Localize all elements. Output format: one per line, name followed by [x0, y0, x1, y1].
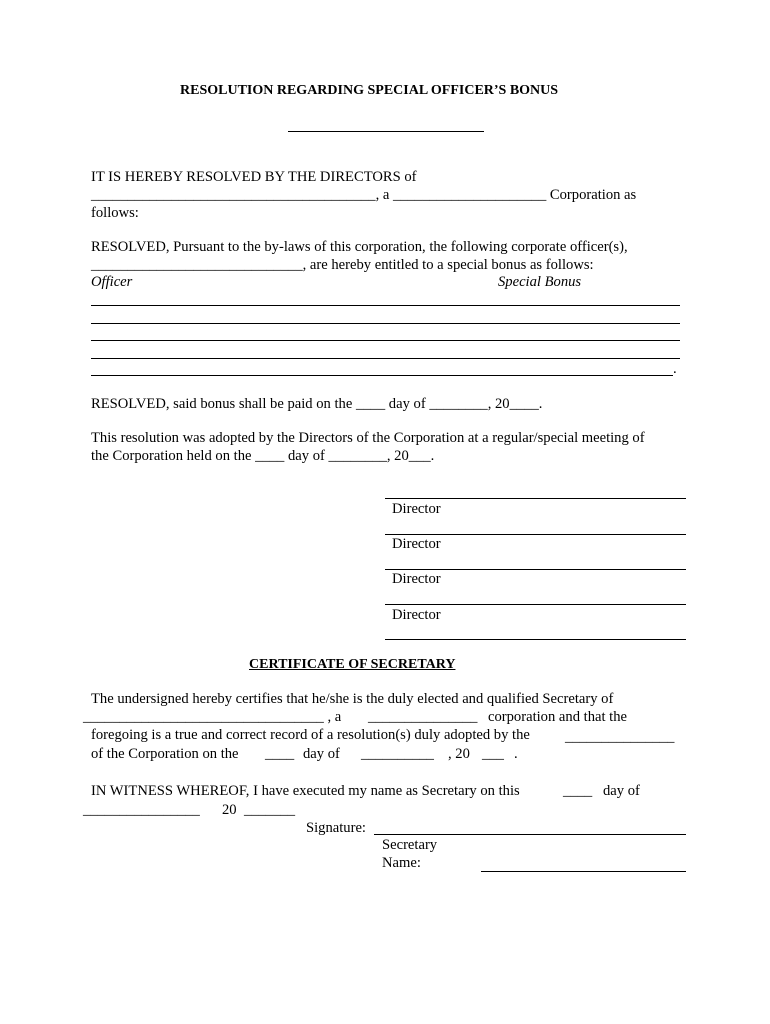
director-signature-line: [385, 534, 686, 535]
bonus-entry-line: [91, 340, 680, 341]
director-label: Director: [392, 607, 441, 623]
witness-line-1-b: ____: [563, 783, 593, 799]
witness-line-2-b: 20: [222, 802, 237, 818]
title-underline-blank: [288, 131, 484, 132]
certificate-line-2-c: corporation and that the: [488, 709, 627, 725]
name-label: Name:: [382, 855, 421, 871]
certificate-line-3-b: _______________: [565, 729, 675, 745]
bonus-entry-line: [91, 375, 673, 376]
certificate-heading: CERTIFICATE OF SECRETARY: [249, 657, 456, 672]
certificate-line-4-b: ____: [265, 746, 295, 762]
director-label: Director: [392, 536, 441, 552]
signature-label: Signature:: [306, 820, 366, 836]
witness-line-2-c: _______: [244, 802, 296, 818]
director-signature-line: [385, 639, 686, 640]
intro-line-3: follows:: [91, 205, 139, 221]
certificate-line-3-a: foregoing is a true and correct record of a resolution(s) duly adopted by the: [91, 727, 530, 743]
certificate-line-4-a: of the Corporation on the: [91, 746, 239, 762]
bonus-entry-line: [91, 358, 680, 359]
bonus-entry-line: [91, 305, 680, 306]
secretary-label: Secretary: [382, 837, 438, 853]
certificate-line-4-d: __________: [361, 746, 434, 762]
special-bonus-column-header: Special Bonus: [498, 274, 582, 290]
witness-line-1-a: IN WITNESS WHEREOF, I have executed my name as Secretary on this: [91, 783, 520, 799]
bonus-list-period: .: [673, 361, 677, 377]
intro-line-1: IT IS HEREBY RESOLVED BY THE DIRECTORS of: [91, 169, 417, 185]
document-title: RESOLUTION REGARDING SPECIAL OFFICER’S BONUS: [180, 83, 559, 98]
secretary-name-line: [481, 871, 686, 872]
director-signature-line: [385, 604, 686, 605]
certificate-line-4-f: ___: [482, 746, 504, 762]
witness-line-1-c: day of: [603, 783, 640, 799]
certificate-line-2-a: _________________________________ , a: [83, 709, 342, 725]
certificate-line-4-e: , 20: [448, 746, 470, 762]
adoption-line-2: the Corporation held on the ____ day of ________, 20___.: [91, 448, 435, 464]
signature-line: [374, 834, 686, 835]
director-label: Director: [392, 501, 441, 517]
certificate-line-2-b: _______________: [368, 709, 478, 725]
officer-column-header: Officer: [91, 274, 133, 290]
bonus-entry-line: [91, 323, 680, 324]
resolved-payment-date: RESOLVED, said bonus shall be paid on the ____ day of ________, 20____.: [91, 396, 543, 412]
director-label: Director: [392, 571, 441, 587]
director-signature-line: [385, 569, 686, 570]
resolved-officers-line-1: RESOLVED, Pursuant to the by-laws of this corporation, the following corporate officer(s),: [91, 239, 628, 255]
resolved-officers-line-2: _____________________________, are hereby entitled to a special bonus as follows:: [91, 257, 594, 273]
adoption-line-1: This resolution was adopted by the Directors of the Corporation at a regular/special meeting of: [91, 430, 645, 446]
certificate-line-4-c: day of: [303, 746, 340, 762]
certificate-line-1: The undersigned hereby certifies that he/she is the duly elected and qualified Secretary of: [91, 691, 614, 707]
director-signature-line: [385, 498, 686, 499]
intro-line-2: _______________________________________, a _____________________ Corporation as: [91, 187, 637, 203]
certificate-line-4-g: .: [514, 746, 518, 762]
witness-line-2-a: ________________: [83, 802, 200, 818]
